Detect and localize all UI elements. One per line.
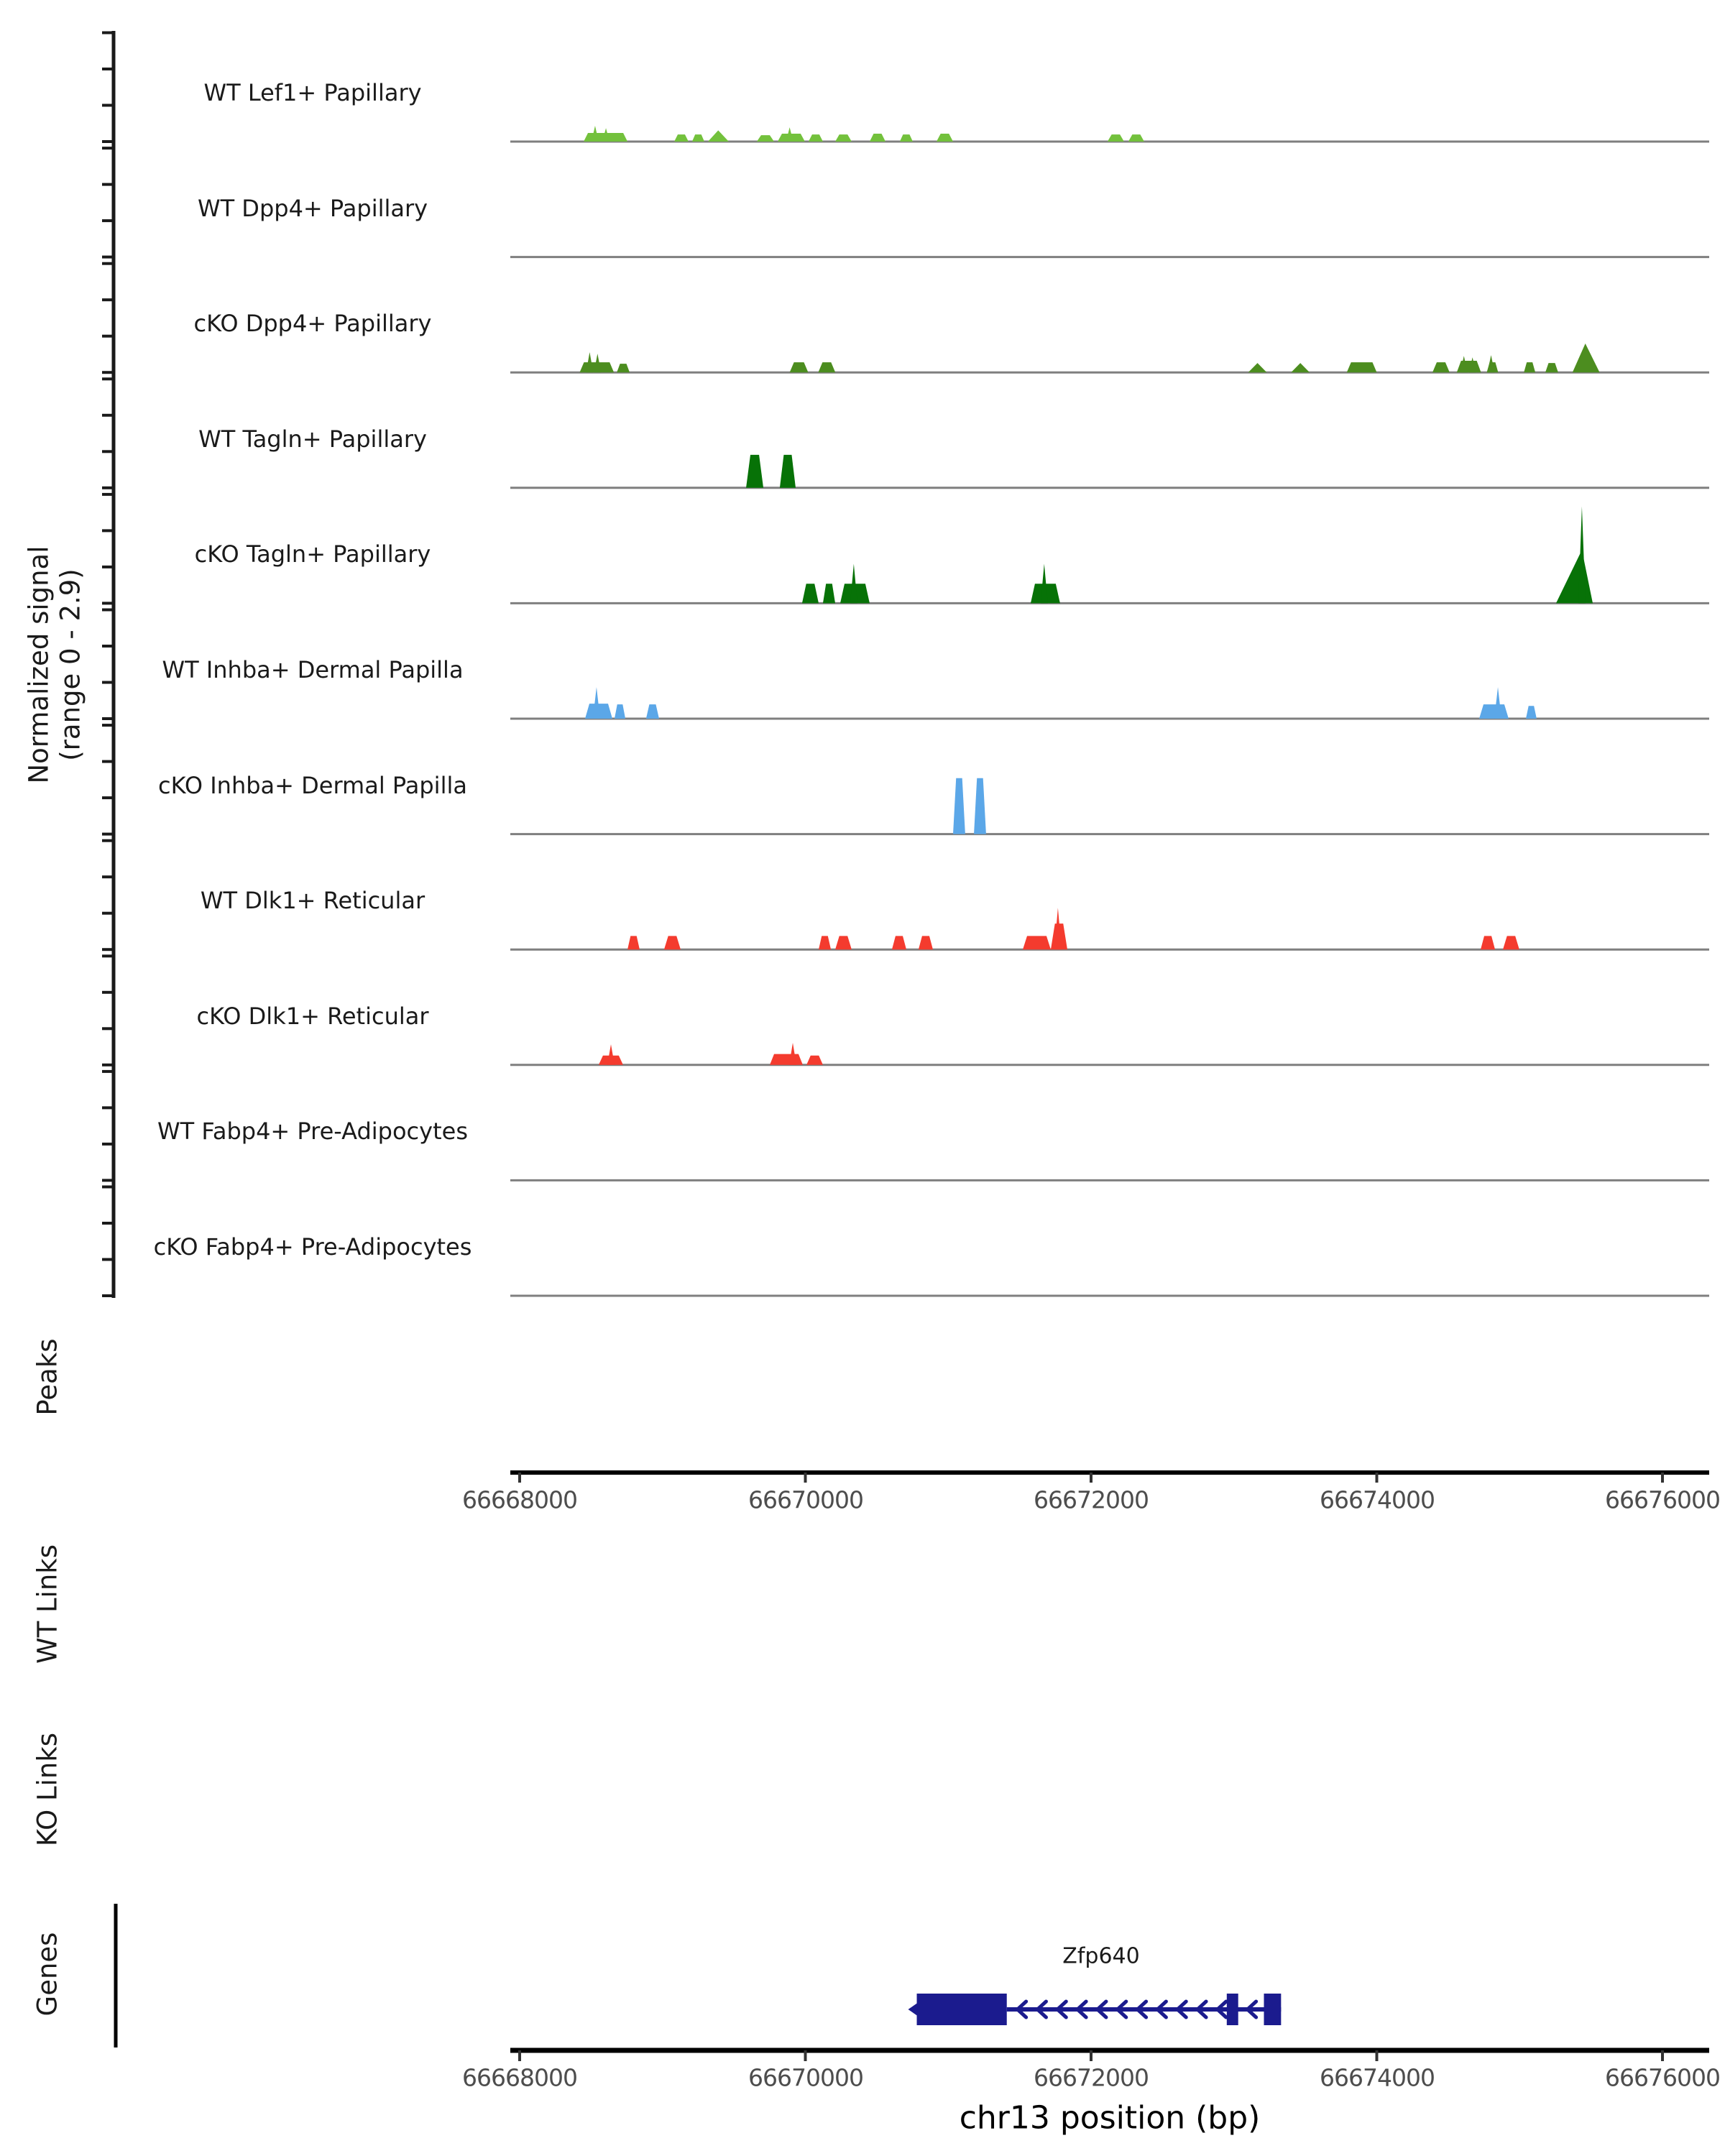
track-label: WT Lef1+ Papillary	[203, 79, 422, 106]
track-label: cKO Dpp4+ Papillary	[193, 310, 432, 337]
x-tick-label: 66672000	[1034, 1485, 1149, 1514]
x-tick-label: 66670000	[748, 1485, 863, 1514]
x-tick-label: 66674000	[1320, 2063, 1435, 2092]
x-tick-label: 66676000	[1605, 2063, 1720, 2092]
track-label: WT Dlk1+ Reticular	[200, 887, 426, 914]
x-tick-label: 66672000	[1034, 2063, 1149, 2092]
track-label: cKO Inhba+ Dermal Papilla	[158, 772, 467, 799]
track-label: cKO Tagln+ Papillary	[194, 540, 431, 568]
x-tick-label: 66668000	[462, 1485, 577, 1514]
section-label-genes: Genes	[32, 1932, 63, 2017]
track-label: WT Tagln+ Papillary	[198, 425, 427, 453]
x-tick-label: 66676000	[1605, 1485, 1720, 1514]
section-label-wt-links: WT Links	[32, 1544, 63, 1664]
track-label: WT Dpp4+ Papillary	[197, 195, 428, 222]
y-axis-label	[23, 545, 86, 783]
y-axis-label-line2: (range 0 - 2.9)	[55, 568, 86, 761]
x-tick-label: 66674000	[1320, 1485, 1435, 1514]
gene-name-label: Zfp640	[1062, 1943, 1140, 1969]
x-tick-label: 66668000	[462, 2063, 577, 2092]
track-label: cKO Dlk1+ Reticular	[196, 1003, 429, 1030]
section-label-ko-links: KO Links	[32, 1732, 63, 1847]
track-label: WT Fabp4+ Pre-Adipocytes	[157, 1118, 468, 1145]
x-tick-label: 66670000	[748, 2063, 863, 2092]
x-axis-title: chr13 position (bp)	[959, 2099, 1261, 2137]
track-label: cKO Fabp4+ Pre-Adipocytes	[153, 1233, 472, 1261]
section-label-peaks: Peaks	[32, 1338, 63, 1416]
track-label: WT Inhba+ Dermal Papilla	[162, 656, 464, 683]
y-axis-label-line1: Normalized signal	[23, 545, 55, 784]
